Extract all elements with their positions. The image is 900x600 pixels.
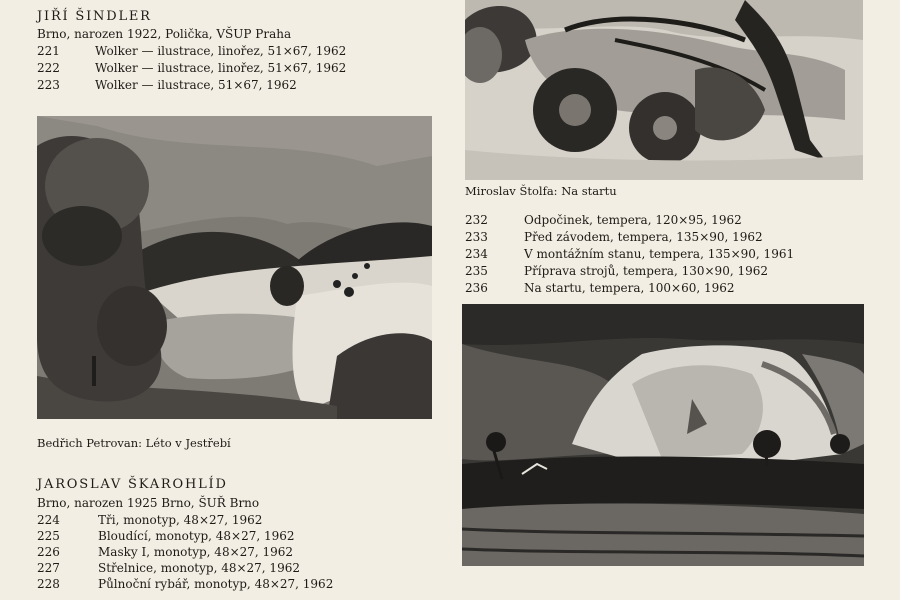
work-number: 233 (465, 230, 488, 244)
work-description: Wolker — ilustrace, linořez, 51×67, 1962 (95, 61, 347, 75)
works-list-stolfa (465, 213, 895, 298)
work-description: Půlnoční rybář, monotyp, 48×27, 1962 (98, 577, 334, 591)
work-number: 221 (37, 44, 60, 58)
artist-name-skarohlid: JAROSLAV ŠKAROHLÍD (37, 477, 228, 492)
work-number: 222 (37, 61, 60, 75)
work-number: 227 (37, 561, 60, 575)
work-description: Wolker — ilustrace, linořez, 51×67, 1962 (95, 44, 347, 58)
work-description: Bloudící, monotyp, 48×27, 1962 (98, 529, 295, 543)
caption-stolfa: Miroslav Štolfa: Na startu (465, 184, 617, 198)
work-number: 225 (37, 529, 60, 543)
artist-info-skarohlid: Brno, narozen 1925 Brno, ŠUŘ Brno (37, 496, 260, 510)
works-list-skarohlid (37, 513, 437, 600)
work-number: 235 (465, 264, 488, 278)
work-description: Příprava strojů, tempera, 130×90, 1962 (524, 264, 768, 278)
painting-stolfa-na-startu (465, 0, 863, 180)
work-description: Střelnice, monotyp, 48×27, 1962 (98, 561, 300, 575)
work-description: Odpočinek, tempera, 120×95, 1962 (524, 213, 742, 227)
work-description: Před závodem, tempera, 135×90, 1962 (524, 230, 763, 244)
painting-landscape-rock (462, 304, 864, 566)
caption-petrovan: Bedřich Petrovan: Léto v Jestřebí (37, 436, 231, 450)
work-number: 236 (465, 281, 488, 295)
work-number: 223 (37, 78, 60, 92)
artist-name-sindler: JIŘÍ ŠINDLER (37, 9, 152, 24)
work-description: Na startu, tempera, 100×60, 1962 (524, 281, 735, 295)
work-number: 224 (37, 513, 60, 527)
works-list-sindler (37, 44, 437, 94)
work-description: Masky I, monotyp, 48×27, 1962 (98, 545, 294, 559)
work-number: 234 (465, 247, 488, 261)
work-description: Wolker — ilustrace, 51×67, 1962 (95, 78, 297, 92)
work-number: 226 (37, 545, 60, 559)
work-description: Tři, monotyp, 48×27, 1962 (98, 513, 263, 527)
painting-petrovan-leto-v-jestrebi (37, 116, 432, 419)
work-number: 232 (465, 213, 488, 227)
work-description: V montážním stanu, tempera, 135×90, 1961 (524, 247, 795, 261)
work-number: 228 (37, 577, 60, 591)
artist-info-sindler: Brno, narozen 1922, Polička, VŠUP Praha (37, 27, 292, 41)
